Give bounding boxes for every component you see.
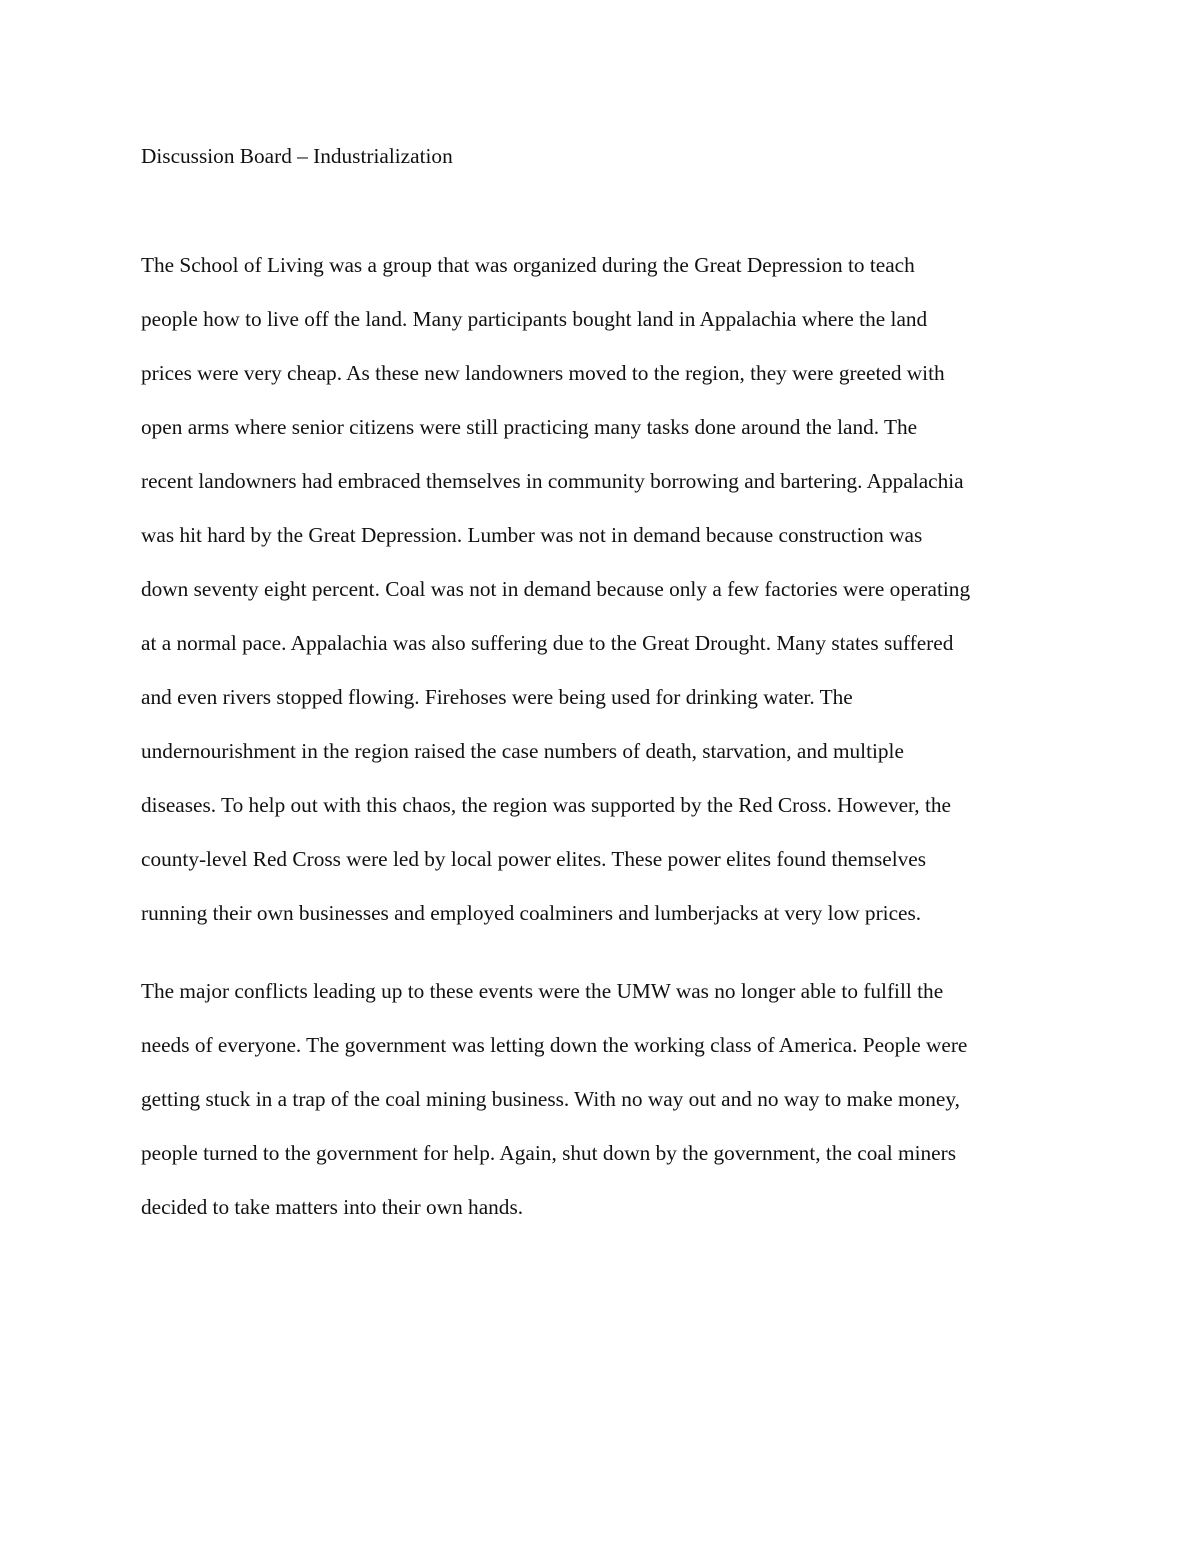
text-line: prices were very cheap. As these new landowners moved to the region, they were greeted with	[141, 361, 945, 385]
text-line: open arms where senior citizens were still practicing many tasks done around the land. The	[141, 415, 918, 439]
text-line: and even rivers stopped flowing. Firehoses were being used for drinking water. The	[141, 685, 853, 709]
document-title: Discussion Board – Industrialization	[141, 144, 453, 168]
text-line: people turned to the government for help. Again, shut down by the government, the coal miners	[141, 1141, 957, 1165]
text-line: diseases. To help out with this chaos, the region was supported by the Red Cross. However, the	[141, 793, 951, 817]
text-line: The School of Living was a group that was organized during the Great Depression to teach	[141, 253, 915, 277]
text-line: undernourishment in the region raised the case numbers of death, starvation, and multiple	[141, 739, 904, 763]
text-line: running their own businesses and employed coalminers and lumberjacks at very low prices.	[141, 901, 922, 925]
text-line: down seventy eight percent. Coal was not in demand because only a few factories were operating	[141, 577, 971, 601]
text-line: was hit hard by the Great Depression. Lumber was not in demand because construction was	[141, 523, 923, 547]
text-line: people how to live off the land. Many participants bought land in Appalachia where the land	[141, 307, 928, 331]
text-line: getting stuck in a trap of the coal mining business. With no way out and no way to make money,	[141, 1087, 960, 1111]
text-line: The major conflicts leading up to these events were the UMW was no longer able to fulfill the	[141, 979, 944, 1003]
text-line: county-level Red Cross were led by local power elites. These power elites found themselves	[141, 847, 927, 871]
text-line: needs of everyone. The government was letting down the working class of America. People were	[141, 1033, 968, 1057]
paragraph-1	[141, 249, 1071, 951]
paragraph-2	[141, 975, 1071, 1245]
text-line: recent landowners had embraced themselves in community borrowing and bartering. Appalachia	[141, 469, 964, 493]
text-line: at a normal pace. Appalachia was also suffering due to the Great Drought. Many states suffered	[141, 631, 954, 655]
text-line: decided to take matters into their own hands.	[141, 1195, 524, 1219]
